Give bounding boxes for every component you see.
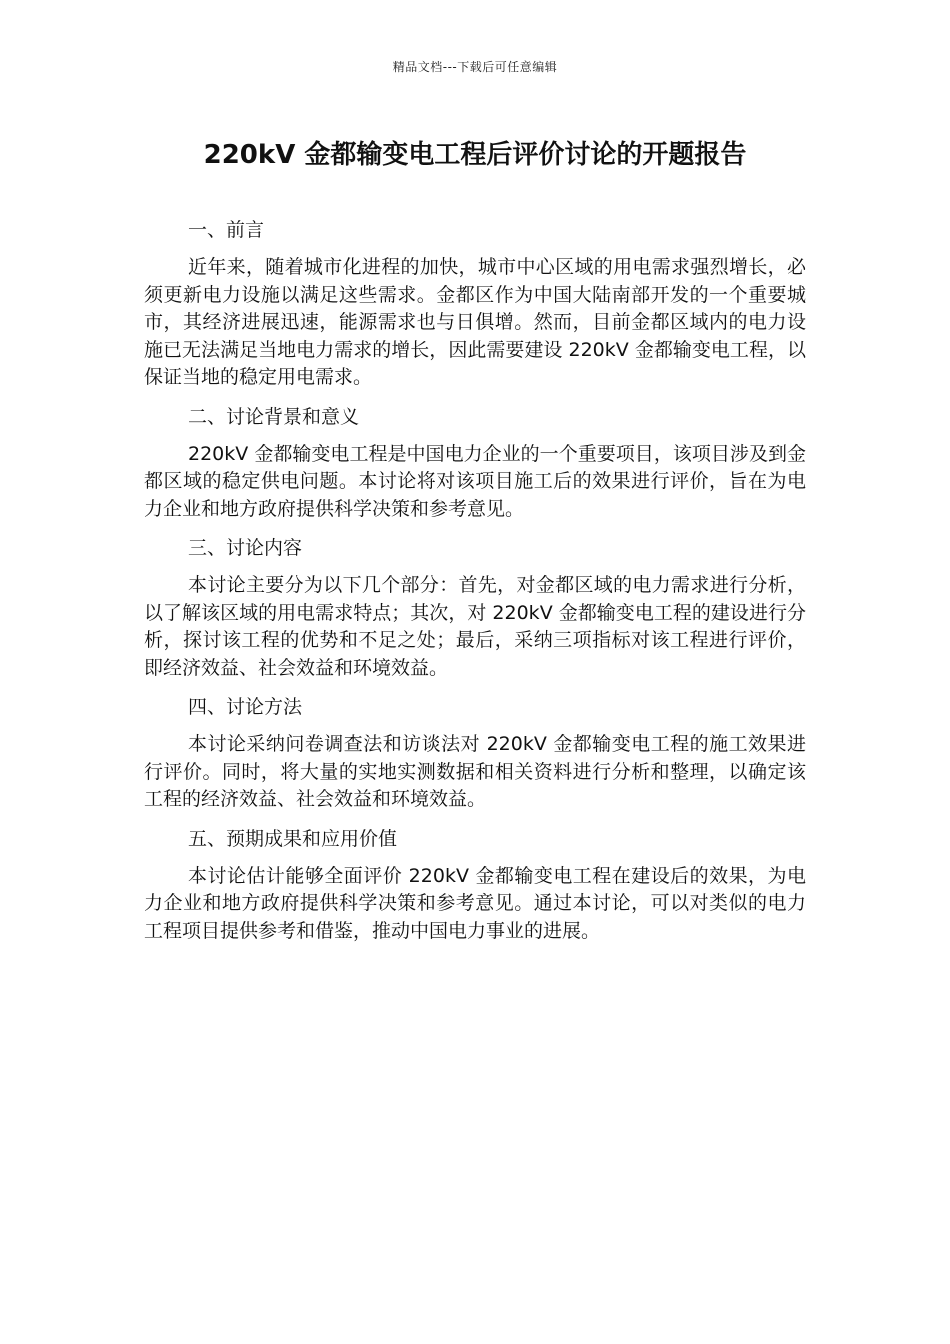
section-heading: 五、预期成果和应用价值 bbox=[188, 827, 398, 850]
header-note: 精品文档---下载后可任意编辑 bbox=[392, 60, 558, 74]
section-paragraph: 本讨论估计能够全面评价 220kV 金都输变电工程在建设后的效果，为电力企业和地方政府提供科学决策和参考意见。通过本讨论，可以对类似的电力工程项目提供参考和借鉴，推动中国电力事业的进展。 bbox=[144, 864, 806, 942]
section-expected-results bbox=[144, 825, 806, 946]
section-heading: 一、前言 bbox=[188, 219, 265, 241]
section-heading: 三、讨论内容 bbox=[188, 537, 303, 559]
section-background bbox=[144, 403, 806, 524]
section-heading: 二、讨论背景和意义 bbox=[188, 405, 360, 428]
section-preface bbox=[144, 216, 806, 392]
section-methods bbox=[144, 693, 806, 814]
section-paragraph: 近年来，随着城市化进程的加快，城市中心区域的用电需求强烈增长，必须更新电力设施以满足这些需求。金都区作为中国大陆南部开发的一个重要城市，其经济进展迅速，能源需求也与日俱增。然而，目前金都区域内的电力设施已无法满足当地电力需求的增长，因此需要建设 220kV 金都输变电工程，以保证当地的稳定用电需求。 bbox=[144, 256, 806, 388]
section-paragraph: 220kV 金都输变电工程是中国电力企业的一个重要项目，该项目涉及到金都区域的稳定供电问题。本讨论将对该项目施工后的效果进行评价，旨在为电力企业和地方政府提供科学决策和参考意见。 bbox=[144, 442, 806, 520]
section-content bbox=[144, 534, 806, 682]
document-title: 220kV 金都输变电工程后评价讨论的开题报告 bbox=[203, 140, 747, 170]
section-heading: 四、讨论方法 bbox=[188, 696, 303, 718]
section-paragraph: 本讨论主要分为以下几个部分：首先，对金都区域的电力需求进行分析，以了解该区域的用电需求特点；其次，对 220kV 金都输变电工程的建设进行分析，探讨该工程的优势和不足之处；最后，采纳三项指标对该工程进行评价，即经济效益、社会效益和环境效益。 bbox=[144, 574, 806, 679]
document-body bbox=[144, 216, 806, 956]
section-paragraph: 本讨论采纳问卷调查法和访谈法对 220kV 金都输变电工程的施工效果进行评价。同时，将大量的实地实测数据和相关资料进行分析和整理，以确定该工程的经济效益、社会效益和环境效益。 bbox=[144, 733, 806, 810]
